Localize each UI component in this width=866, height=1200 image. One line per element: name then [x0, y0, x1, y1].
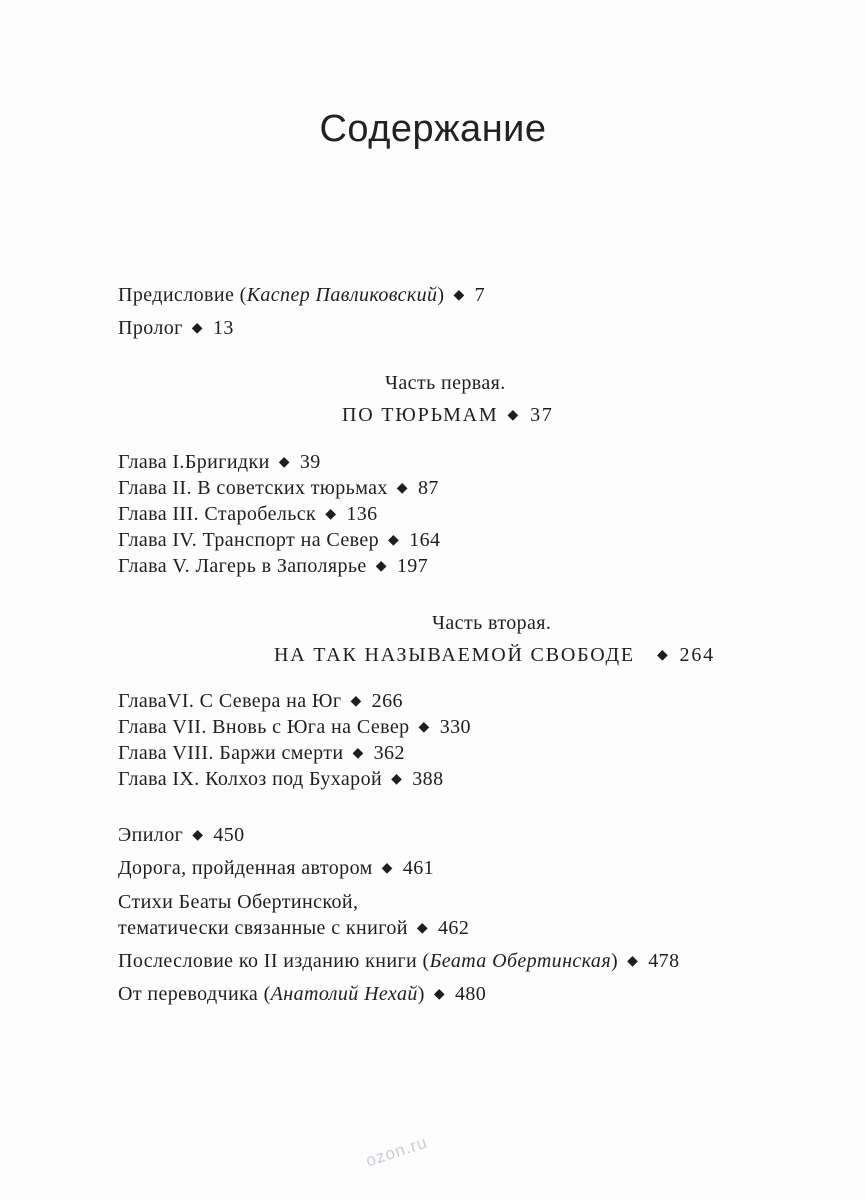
entry-page: 462 — [438, 917, 470, 939]
entry-label-close: ) — [417, 983, 425, 1005]
entry-page: 197 — [396, 555, 429, 577]
entry-page: 388 — [412, 768, 444, 790]
page-title: Содержание — [319, 108, 547, 150]
toc-entry-translator[interactable] — [118, 983, 486, 1006]
entry-label: Дорога, пройденная автором — [118, 857, 373, 879]
toc-entry-chapter[interactable] — [118, 555, 428, 578]
entry-label: ГлаваVI. С Севера на Юг — [118, 690, 342, 712]
entry-page: 13 — [212, 317, 234, 339]
diamond-icon: ◆ — [325, 507, 337, 522]
entry-page: 478 — [648, 950, 680, 972]
entry-label: Глава IX. Колхоз под Бухарой — [118, 768, 383, 790]
toc-entry-chapter[interactable] — [118, 529, 440, 552]
diamond-icon: ◆ — [433, 987, 445, 1002]
toc-entry-chapter[interactable] — [118, 716, 471, 739]
entry-label: Глава VIII. Баржи смерти — [118, 742, 344, 764]
diamond-icon: ◆ — [388, 533, 400, 548]
diamond-icon: ◆ — [453, 288, 465, 303]
entry-page: 362 — [373, 742, 405, 764]
part-title: НА ТАК НАЗЫВАЕМОЙ СВОБОДЕ — [274, 644, 635, 666]
diamond-icon: ◆ — [656, 648, 670, 663]
diamond-icon: ◆ — [352, 746, 364, 761]
entry-page: 330 — [439, 716, 471, 738]
diamond-icon: ◆ — [375, 559, 387, 574]
entry-label: Глава III. Старобельск — [118, 503, 317, 525]
watermark: ozon.ru — [363, 1132, 430, 1171]
entry-label: Эпилог — [118, 824, 184, 846]
entry-author: Беата Обертинская — [429, 950, 612, 972]
entry-page: 461 — [402, 857, 435, 879]
part1-heading: Часть первая. — [385, 372, 506, 394]
diamond-icon: ◆ — [350, 694, 362, 709]
diamond-icon: ◆ — [192, 828, 204, 843]
toc-entry-poems-line2[interactable] — [118, 917, 469, 940]
entry-label: Глава IV. Транспорт на Север — [118, 529, 380, 551]
entry-page: 7 — [474, 284, 486, 306]
toc-entry-epilogue[interactable] — [118, 824, 245, 847]
entry-page: 87 — [417, 477, 439, 499]
toc-entry-prologue[interactable] — [118, 317, 234, 340]
part-title: ПО ТЮРЬМАМ — [342, 404, 499, 426]
part2-heading: Часть вторая. — [432, 612, 552, 634]
diamond-icon: ◆ — [396, 481, 408, 496]
toc-entry-chapter[interactable] — [118, 768, 443, 791]
entry-page: 450 — [213, 824, 245, 846]
toc-entry-preface[interactable] — [118, 284, 485, 307]
entry-label: Пролог — [118, 317, 183, 339]
part-page: 264 — [679, 644, 715, 666]
entry-page: 266 — [371, 690, 403, 712]
entry-author: Анатолий Нехай — [270, 983, 418, 1005]
diamond-icon: ◆ — [381, 861, 393, 876]
entry-label: Глава V. Лагерь в Заполярье — [118, 555, 367, 577]
diamond-icon: ◆ — [191, 321, 203, 336]
entry-page: 480 — [454, 983, 487, 1005]
entry-author: Каспер Павликовский — [246, 284, 438, 306]
toc-entry-afterword[interactable] — [118, 950, 679, 973]
toc-entry-chapter[interactable] — [118, 503, 378, 526]
part-page: 37 — [530, 404, 554, 426]
diamond-icon: ◆ — [418, 720, 430, 735]
entry-label: От переводчика ( — [118, 983, 271, 1005]
entry-page: 164 — [409, 529, 441, 551]
entry-label-close: ) — [437, 284, 445, 306]
entry-label: Глава I.Бригидки — [118, 451, 270, 473]
entry-label: Глава II. В советских тюрьмах — [118, 477, 388, 499]
entry-label: Послесловие ко II изданию книги ( — [118, 950, 430, 972]
entry-label-close: ) — [611, 950, 619, 972]
toc-entry-chapter[interactable] — [118, 742, 405, 765]
entry-page: 39 — [299, 451, 321, 473]
diamond-icon: ◆ — [507, 408, 521, 423]
toc-entry-chapter[interactable] — [118, 451, 321, 474]
toc-entry-chapter[interactable] — [118, 477, 439, 500]
part1-title-line[interactable] — [342, 404, 554, 427]
entry-label: Глава VII. Вновь с Юга на Север — [118, 716, 410, 738]
entry-page: 136 — [346, 503, 378, 525]
entry-label: Предисловие ( — [118, 284, 247, 306]
diamond-icon: ◆ — [391, 772, 403, 787]
diamond-icon: ◆ — [416, 921, 429, 936]
diamond-icon: ◆ — [627, 954, 639, 969]
diamond-icon: ◆ — [278, 455, 290, 470]
entry-label: тематически связанные с книгой — [118, 917, 408, 939]
toc-entry-route[interactable] — [118, 857, 434, 880]
toc-entry-chapter[interactable] — [118, 690, 403, 713]
part2-title-line[interactable] — [274, 644, 715, 667]
toc-entry-poems-line1[interactable]: Стихи Беаты Обертинской, — [118, 891, 359, 913]
